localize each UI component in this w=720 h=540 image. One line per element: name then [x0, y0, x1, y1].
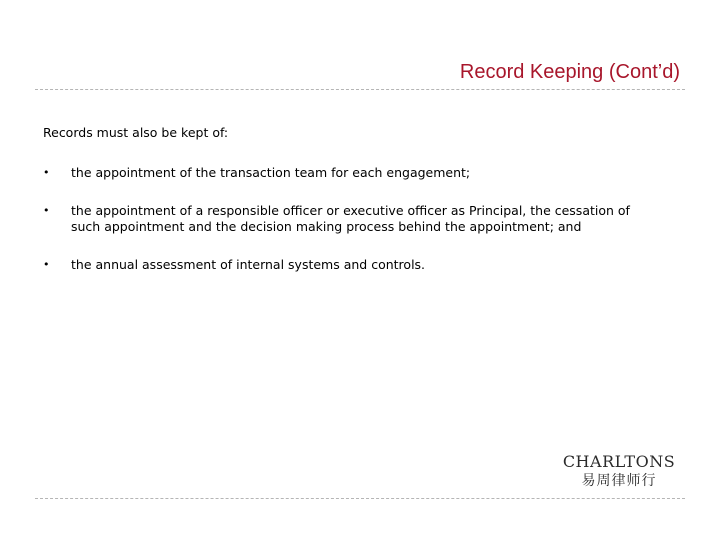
bullet-text: the annual assessment of internal systems and controls.: [71, 257, 426, 272]
bullet-item-transaction-team: [43, 165, 663, 181]
bullet-text: the appointment of a responsible officer or executive officer as Principal, the cessation of such appointment and the decision making process behind the appointment; and: [71, 203, 630, 234]
logo-chinese-name: 易周律师行: [581, 473, 657, 489]
bullet-item-principal-appointment: [43, 203, 663, 235]
logo-name: CHARLTONS: [562, 452, 676, 471]
bullet-item-annual-assessment: [43, 257, 663, 273]
bullet-icon: •: [43, 166, 50, 179]
bullet-icon: •: [43, 258, 50, 271]
footer-divider: [35, 498, 685, 499]
bullet-icon: •: [43, 204, 50, 217]
header-divider: [35, 89, 685, 90]
bullet-list: [43, 165, 663, 273]
charltons-logo: [556, 452, 682, 490]
intro-text: Records must also be kept of:: [43, 125, 229, 140]
slide-content: [43, 125, 663, 295]
slide-title: Record Keeping (Cont’d): [459, 61, 680, 83]
bullet-text: the appointment of the transaction team for each engagement;: [71, 165, 471, 180]
